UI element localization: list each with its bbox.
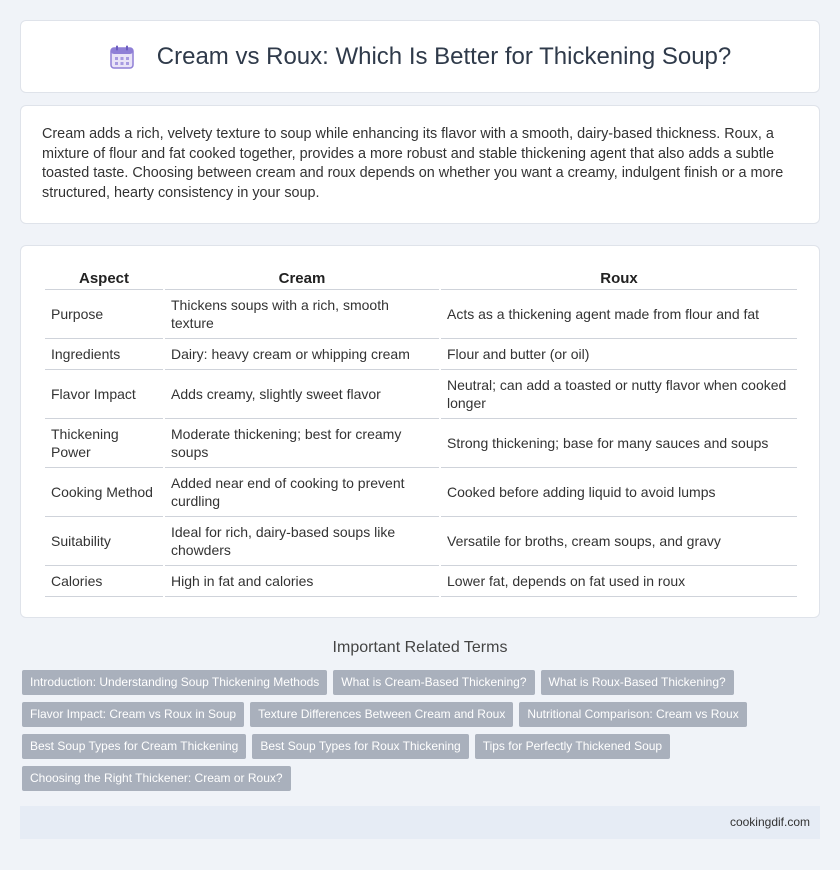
roux-cell: Acts as a thickening agent made from flour and fat	[441, 290, 797, 339]
table-row	[45, 290, 797, 339]
roux-cell: Lower fat, depends on fat used in roux	[441, 566, 797, 597]
aspect-cell: Thickening Power	[45, 419, 163, 468]
aspect-cell: Purpose	[45, 290, 163, 339]
related-term-tag[interactable]: What is Cream-Based Thickening?	[333, 670, 534, 695]
aspect-cell: Ingredients	[45, 339, 163, 370]
roux-cell: Cooked before adding liquid to avoid lumps	[441, 468, 797, 517]
cream-cell: Dairy: heavy cream or whipping cream	[165, 339, 439, 370]
related-term-tag[interactable]: Texture Differences Between Cream and Roux	[250, 702, 513, 727]
page-title: Cream vs Roux: Which Is Better for Thickening Soup?	[156, 42, 732, 70]
header-roux: Roux	[441, 264, 797, 290]
table-row	[45, 566, 797, 597]
comparison-card	[20, 245, 820, 618]
cream-cell: Ideal for rich, dairy-based soups like chowders	[165, 517, 439, 566]
aspect-cell: Calories	[45, 566, 163, 597]
comparison-table	[43, 264, 799, 597]
intro-card	[20, 105, 820, 224]
header-cream: Cream	[165, 264, 439, 290]
header-aspect: Aspect	[45, 264, 163, 290]
related-terms-title: Important Related Terms	[332, 639, 508, 656]
table-row	[45, 517, 797, 566]
intro-text: Cream adds a rich, velvety texture to soup while enhancing its flavor with a smooth, dairy-based thickness. Roux, a mixture of flour and fat cooked together, provides a more robust and stable thickening agent that also adds a subtle toasted taste. Choosing between cream and roux depends on whether you want a creamy, indulgent finish or a more structured, hearty consistency in your soup.	[42, 126, 784, 201]
cream-cell: Thickens soups with a rich, smooth texture	[165, 290, 439, 339]
cream-cell: Adds creamy, slightly sweet flavor	[165, 370, 439, 419]
aspect-cell: Cooking Method	[45, 468, 163, 517]
related-term-tag[interactable]: What is Roux-Based Thickening?	[541, 670, 734, 695]
roux-cell: Strong thickening; base for many sauces and soups	[441, 419, 797, 468]
roux-cell: Flour and butter (or oil)	[441, 339, 797, 370]
table-row	[45, 339, 797, 370]
roux-cell: Neutral; can add a toasted or nutty flavor when cooked longer	[441, 370, 797, 419]
title-card	[20, 20, 820, 93]
related-term-tag[interactable]: Flavor Impact: Cream vs Roux in Soup	[22, 702, 244, 727]
related-term-tag[interactable]: Tips for Perfectly Thickened Soup	[475, 734, 670, 759]
related-term-tag[interactable]: Introduction: Understanding Soup Thickening Methods	[22, 670, 327, 695]
table-row	[45, 370, 797, 419]
related-term-tag[interactable]: Best Soup Types for Cream Thickening	[22, 734, 246, 759]
aspect-cell: Flavor Impact	[45, 370, 163, 419]
table-row	[45, 468, 797, 517]
table-row	[45, 419, 797, 468]
roux-cell: Versatile for broths, cream soups, and gravy	[441, 517, 797, 566]
cream-cell: High in fat and calories	[165, 566, 439, 597]
related-term-tag[interactable]: Best Soup Types for Roux Thickening	[252, 734, 468, 759]
cream-cell: Moderate thickening; best for creamy soups	[165, 419, 439, 468]
footer-site-link[interactable]: cookingdif.com	[729, 815, 810, 829]
related-term-tag[interactable]: Nutritional Comparison: Cream vs Roux	[519, 702, 746, 727]
aspect-cell: Suitability	[45, 517, 163, 566]
related-term-tag[interactable]: Choosing the Right Thickener: Cream or Roux?	[22, 766, 291, 791]
footer	[20, 806, 820, 839]
cream-cell: Added near end of cooking to prevent curdling	[165, 468, 439, 517]
related-terms-list	[22, 670, 822, 798]
calendar-icon	[109, 44, 135, 70]
